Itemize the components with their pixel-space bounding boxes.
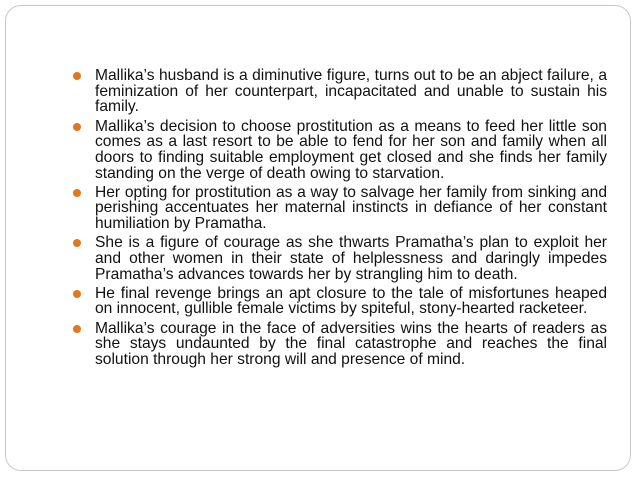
bullet-item — [68, 119, 607, 182]
bullet-item — [68, 185, 607, 232]
bullet-text: Mallika’s husband is a diminutive figure, turns out to be an abject failure, a feminization of her counterpart, incapacitated and unable to sustain his family. — [95, 67, 607, 116]
bullet-item — [68, 286, 607, 317]
bullet-item — [68, 235, 607, 282]
bullet-item — [68, 321, 607, 368]
bullet-dot-icon — [73, 239, 81, 247]
bullet-text: She is a figure of courage as she thwarts Pramatha’s plan to exploit her and other women in their state of helplessness and daringly impedes Pramatha’s advances towards her by strangling him to death. — [95, 234, 607, 283]
bullet-dot-icon — [73, 325, 81, 333]
slide — [5, 5, 631, 471]
bullet-text: Her opting for prostitution as a way to salvage her family from sinking and perishing accentuates her maternal instincts in defiance of her constant humiliation by Pramatha. — [95, 183, 607, 233]
bullet-text: He final revenge brings an apt closure to the tale of misfortunes heaped on innocent, gullible female victims by spiteful, stony-hearted racketeer. — [95, 284, 607, 318]
bullet-dot-icon — [73, 123, 81, 131]
bullet-list — [68, 68, 607, 371]
bullet-dot-icon — [73, 290, 81, 298]
bullet-text: Mallika’s decision to choose prostitution as a means to feed her little son comes as a last resort to be able to fend for her son and family when all doors to finding suitable employment get closed and she finds her family standing on the verge of death owing to starvation. — [95, 117, 607, 182]
bullet-text: Mallika’s courage in the face of adversities wins the hearts of readers as she stays undaunted by the final catastrophe and reaches the final solution through her strong will and presence of mind. — [95, 319, 607, 368]
bullet-dot-icon — [73, 72, 81, 80]
bullet-dot-icon — [73, 189, 81, 197]
bullet-item — [68, 68, 607, 115]
